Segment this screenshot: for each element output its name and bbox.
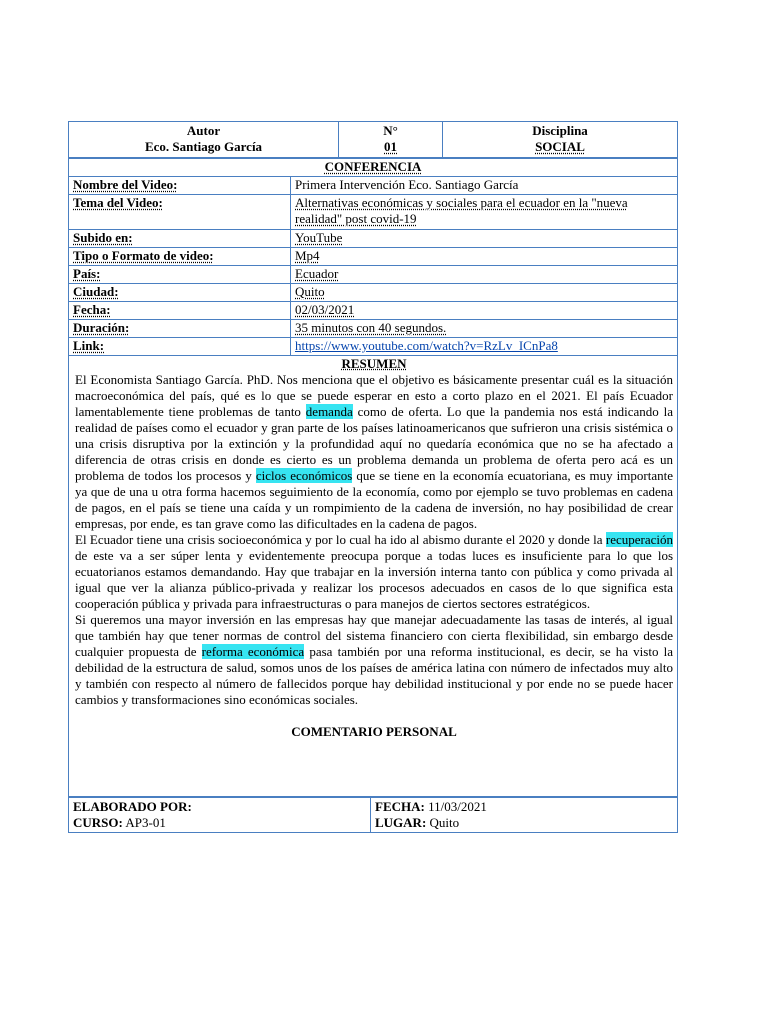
disciplina-cell	[443, 122, 678, 158]
field-value-ciudad: Quito	[295, 284, 325, 299]
field-value-formato: Mp4	[295, 248, 320, 263]
footer-right	[371, 798, 678, 833]
resumen-paragraph-1: El Economista Santiago García. PhD. Nos menciona que el objetivo es básicamente presentar cuál es la situación macroeconómica del país, qué es lo que se puede esperar en esto a corto plazo en el 2021. El país Ecuador lamentablemente tiene problemas de tanto demanda como de oferta. Lo que la pandemia nos está indicando la realidad de países como el ecuador y gran parte de los países latinoamericanos que sufrieron una crisis sistémica o una crisis disruptiva por la extinción y la profundidad aquí no quedaría económica que no se ha afectado a diferencia de otras crisis en donde es cierto es un problema demanda un problema de oferta pero acá es un problema de todos los procesos y ciclos económicos que se tiene en la economía ecuatoriana, es muy importante ya que de una u otra forma hacemos seguimiento de la economía, como por ejemplo se tuvo problemas en cadena de pagos, en el país se tiene una caída y un rompimiento de la cadena de inversión, no hay posibilidad de crear empresas, por ende, es tan grave como las dificultades en la cadena de pagos.	[75, 372, 674, 531]
field-label-link: Link:	[73, 338, 105, 353]
highlight-recuperacion: recuperación	[605, 532, 674, 547]
fecha-label: FECHA:	[375, 799, 425, 814]
field-value-nombre: Primera Intervención Eco. Santiago García	[295, 177, 519, 192]
field-value-subido: YouTube	[295, 230, 343, 245]
curso-label: CURSO:	[73, 815, 123, 830]
section-title: CONFERENCIA	[69, 159, 678, 177]
field-label-nombre: Nombre del Video:	[73, 177, 178, 192]
field-label-subido: Subido en:	[73, 230, 133, 245]
numero-cell	[339, 122, 443, 158]
resumen-cell	[69, 356, 678, 797]
field-value-fecha: 02/03/2021	[295, 302, 355, 317]
fecha-value: 11/03/2021	[428, 799, 487, 814]
field-value-tema: Alternativas económicas y sociales para el ecuador en la "nueva realidad" post covid-19	[295, 195, 628, 226]
lugar-label: LUGAR:	[375, 815, 427, 830]
lugar-value: Quito	[429, 815, 460, 830]
info-table	[68, 158, 678, 797]
autor-cell	[69, 122, 339, 158]
field-label-ciudad: Ciudad:	[73, 284, 119, 299]
field-label-formato: Tipo o Formato de video:	[73, 248, 214, 263]
comentario-title: COMENTARIO PERSONAL	[291, 724, 457, 739]
field-label-pais: País:	[73, 266, 101, 281]
numero-label: N°	[383, 123, 398, 138]
highlight-ciclos: ciclos económicos	[255, 468, 353, 483]
field-label-duracion: Duración:	[73, 320, 130, 335]
disciplina-label: Disciplina	[532, 123, 588, 138]
header-row	[69, 122, 678, 158]
footer-table	[68, 797, 678, 833]
footer-left	[69, 798, 371, 833]
document-sheet	[68, 121, 677, 833]
resumen-paragraph-3: Si queremos una mayor inversión en las empresas hay que manejar adecuadamente las tasas de interés, al igual que también hay que tener normas de control del sistema financiero con cierta flexibilidad, sin embargo desde cualquier propuesta de reforma económica pasa también por una reforma institucional, es decir, se ha visto la debilidad de la estructura de salud, somos unos de los países de américa latina con número de infectados muy alto y también con respecto al número de fallecidos porque hay debilidad institucional y por ende no se puede hacer cambios y transformaciones sino económicas sociales.	[75, 612, 674, 707]
autor-value: Eco. Santiago García	[144, 139, 263, 154]
disciplina-value: SOCIAL	[535, 139, 585, 154]
numero-value: 01	[384, 139, 397, 154]
curso-value: AP3-01	[125, 815, 166, 830]
resumen-paragraph-2: El Ecuador tiene una crisis socioeconómica y por lo cual ha ido al abismo durante el 2020 y donde la recuperación de este va a ser súper lenta y evidentemente preocupa porque a todas luces es insuficiente para lo que los ecuatorianos estamos demandando. Hay que trabajar en la inversión interna tanto con pública y como privada al igual que ver la alianza público-privada y realizar los procesos adecuados en casos de lo que significa esta cooperación pública y privada para infraestructuras o para manejos de ciertos sectores estratégicos.	[75, 532, 674, 611]
video-link[interactable]: https://www.youtube.com/watch?v=RzLv_ICnPa8	[295, 338, 558, 353]
field-value-pais: Ecuador	[295, 266, 339, 281]
autor-label: Autor	[186, 123, 221, 138]
field-label-tema: Tema del Video:	[73, 195, 163, 210]
highlight-reforma: reforma económica	[201, 644, 305, 659]
resumen-title: RESUMEN	[341, 356, 407, 371]
highlight-demanda: demanda	[305, 404, 353, 419]
elaborado-label: ELABORADO POR:	[73, 799, 192, 814]
field-value-duracion: 35 minutos con 40 segundos.	[295, 320, 447, 335]
header-table	[68, 121, 678, 158]
field-label-fecha: Fecha:	[73, 302, 111, 317]
